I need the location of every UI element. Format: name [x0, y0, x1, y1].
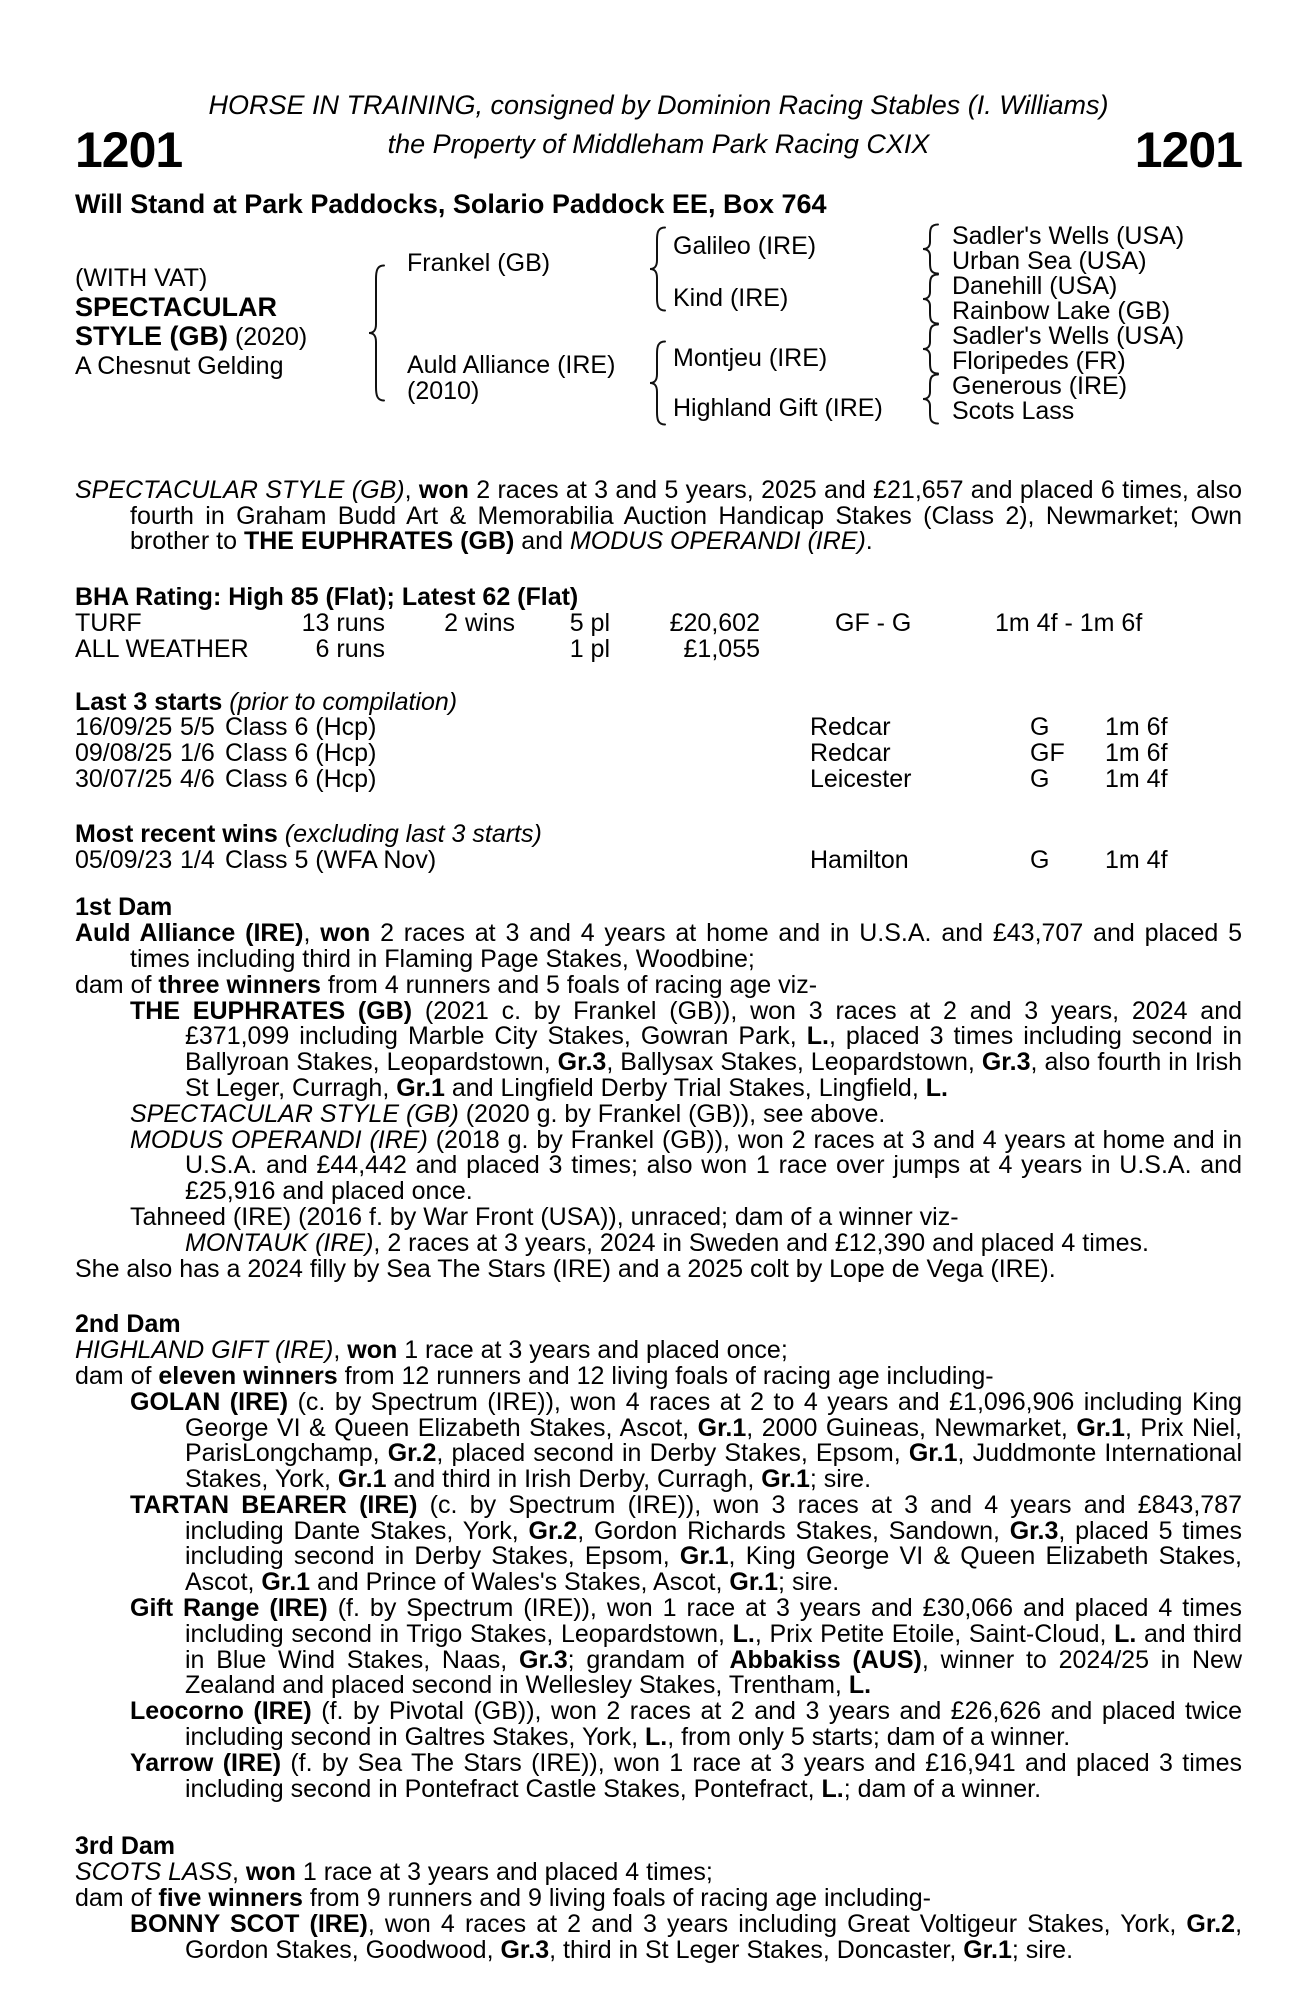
pedigree-brace-dam	[647, 340, 669, 426]
wins-value	[385, 637, 515, 663]
race-class: Class 6 (Hcp)	[225, 713, 377, 742]
surface-label: ALL WEATHER	[75, 634, 249, 663]
granddam-2: Highland Gift (IRE)	[673, 393, 883, 422]
progeny-paragraph: Yarrow (IRE) (f. by Sea The Stars (IRE)), won 1 race at 3 years and £16,941 and placed 3 times including second in Pontefract Castle Stakes, Pontefract, L.; dam of a winner.	[130, 1748, 1242, 1803]
dam-paragraph: Auld Alliance (IRE), won 2 races at 3 and 4 years at home and in U.S.A. and £43,707 and placed 5 times including third in Flaming Page Stakes, Woodbine;	[75, 919, 1242, 973]
consignment-line: HORSE IN TRAINING, consigned by Dominion Racing Stables (I. Williams)	[208, 90, 1109, 120]
race-date: 05/09/23	[75, 845, 173, 874]
progeny-paragraph: MODUS OPERANDI (IRE) (2018 g. by Frankel (GB)), won 2 races at 3 and 4 years at home and in U.S.A. and £44,442 and placed 3 times; also won 1 race over jumps at 4 years in U.S.A. and £25,916 and placed once.	[130, 1125, 1242, 1206]
race-distance: 1m 6f	[1105, 713, 1168, 742]
lot-header	[75, 124, 1242, 176]
course-name: Redcar	[810, 739, 891, 768]
earnings-value: £1,055	[683, 634, 760, 663]
bha-row-all-weather	[75, 634, 1242, 663]
pedigree-brace-sire	[647, 226, 669, 312]
dam-section-title: 3rd Dam	[75, 1832, 176, 1861]
race-distance: 1m 4f	[1105, 764, 1168, 793]
dam-paragraph: SCOTS LASS, won 1 race at 3 years and placed 4 times;	[75, 1858, 713, 1887]
course-name: Hamilton	[810, 845, 909, 874]
dam-paragraph: HIGHLAND GIFT (IRE), won 1 race at 3 years and placed once;	[75, 1336, 788, 1365]
going-code: GF	[1030, 739, 1065, 768]
progeny-paragraph: Leocorno (IRE) (f. by Pivotal (GB)), won 2 races at 2 and 3 years and £26,626 and placed twice including second in Galtres Stakes, York, L., from only 5 starts; dam of a winner.	[130, 1697, 1242, 1752]
first-dam-section	[75, 895, 1242, 1282]
great-grandparent-3: Danehill (USA)	[952, 271, 1118, 300]
race-date: 30/07/25	[75, 764, 173, 793]
great-grandparent-4: Rainbow Lake (GB)	[952, 296, 1171, 325]
horse-identity	[75, 264, 307, 381]
finish-position: 1/4	[180, 845, 215, 874]
progeny-paragraph: SPECTACULAR STYLE (GB) (2020 g. by Frankel (GB)), see above.	[130, 1099, 886, 1128]
runs-value: 6 runs	[315, 634, 385, 663]
race-class: Class 5 (WFA Nov)	[225, 845, 437, 874]
progeny-paragraph: Tahneed (IRE) (2016 f. by War Front (USA)), unraced; dam of a winner viz-	[130, 1202, 959, 1231]
horse-name-line1: SPECTACULAR	[75, 291, 277, 322]
progeny-paragraph: TARTAN BEARER (IRE) (c. by Spectrum (IRE)), won 3 races at 3 and 4 years and £843,787 including Dante Stakes, York, Gr.2, Gordon Richards Stakes, Sandown, Gr.3, placed 5 times including second in Derby Stakes, Epsom, Gr.1, King George VI & Queen Elizabeth Stakes, Ascot, Gr.1 and Prince of Wales's Stakes, Ascot, Gr.1; sire.	[130, 1490, 1242, 1597]
going-range	[760, 637, 980, 663]
pedigree-brace-g1	[920, 223, 942, 275]
progeny-paragraph: THE EUPHRATES (GB) (2021 c. by Frankel (GB)), won 3 races at 2 and 3 years, 2024 and £371,099 including Marble City Stakes, Gowran Park, L., placed 3 times including second in Ballyroan Stakes, Leopardstown, Gr.3, Ballysax Stakes, Leopardstown, Gr.3, also fourth in Irish St Leger, Curragh, Gr.1 and Lingfield Derby Trial Stakes, Lingfield, L.	[130, 996, 1242, 1102]
surface-label: TURF	[75, 608, 142, 637]
dam-paragraph: dam of eleven winners from 12 runners and 12 living foals of racing age including-	[75, 1361, 994, 1390]
recent-wins-heading: Most recent wins (excluding last 3 starts)	[75, 819, 542, 848]
grandsire-1: Galileo (IRE)	[673, 231, 817, 260]
course-name: Leicester	[810, 764, 912, 793]
start-row	[75, 741, 1242, 767]
great-grandparent-6: Floripedes (FR)	[952, 346, 1126, 375]
stand-location: Will Stand at Park Paddocks, Solario Paddock EE, Box 764	[75, 189, 827, 219]
pedigree-brace-main	[366, 264, 388, 402]
second-dam-section	[75, 1312, 1242, 1802]
bha-row-turf	[75, 608, 1242, 637]
great-grandparent-7: Generous (IRE)	[952, 371, 1128, 400]
pedigree-table	[75, 221, 1242, 436]
horse-description: A Chesnut Gelding	[75, 351, 284, 380]
start-row	[75, 764, 1242, 793]
third-dam-section	[75, 1834, 1242, 1963]
lot-number-right: 1201	[1134, 122, 1242, 178]
lot-number-left: 1201	[75, 122, 183, 178]
going-code: G	[1030, 713, 1050, 742]
pedigree-brace-g4	[920, 373, 942, 425]
dam-section-title: 2nd Dam	[75, 1310, 181, 1339]
grandsire-2: Montjeu (IRE)	[673, 343, 828, 372]
property-line: the Property of Middleham Park Racing CXIX	[387, 129, 930, 159]
vat-note: (WITH VAT)	[75, 263, 208, 292]
distance-range: 1m 4f - 1m 6f	[995, 608, 1143, 637]
win-row	[75, 845, 1242, 874]
race-class: Class 6 (Hcp)	[225, 739, 377, 768]
granddam-1: Kind (IRE)	[673, 283, 789, 312]
finish-position: 5/5	[180, 713, 215, 742]
bha-rating-section	[75, 585, 1242, 662]
race-date: 09/08/25	[75, 739, 173, 768]
dam-paragraph: She also has a 2024 filly by Sea The Stars (IRE) and a 2025 colt by Lope de Vega (IRE).	[75, 1254, 1056, 1283]
dam-paragraph: dam of five winners from 9 runners and 9 living foals of racing age including-	[75, 1884, 931, 1913]
great-grandparent-1: Sadler's Wells (USA)	[952, 221, 1185, 250]
pedigree-brace-g3	[920, 323, 942, 375]
wins-value: 2 wins	[444, 608, 515, 637]
great-grandparent-8: Scots Lass	[952, 396, 1075, 425]
going-code: G	[1030, 764, 1050, 793]
dam-name: Auld Alliance (IRE) (2010)	[407, 350, 616, 405]
horse-name-line2: STYLE (GB) (2020)	[75, 320, 308, 351]
last-starts-heading: Last 3 starts (prior to compilation)	[75, 687, 458, 716]
going-code: G	[1030, 845, 1050, 874]
recent-wins-section	[75, 819, 1242, 874]
dam-paragraph: dam of three winners from 4 runners and 5 foals of racing age viz-	[75, 970, 818, 999]
progeny-paragraph: Gift Range (IRE) (f. by Spectrum (IRE)), won 1 race at 3 years and £30,066 and placed 4 times including second in Trigo Stakes, Leopardstown, L., Prix Petite Etoile, Saint-Cloud, L. and third in Blue Wind Stakes, Naas, Gr.3; grandam of Abbakiss (AUS), winner to 2024/25 in New Zealand and placed second in Wellesley Stakes, Trentham, L.	[130, 1594, 1242, 1700]
race-date: 16/09/25	[75, 713, 173, 742]
start-row	[75, 715, 1242, 741]
progeny-paragraph: GOLAN (IRE) (c. by Spectrum (IRE)), won 4 races at 2 to 4 years and £1,096,906 including King George VI & Queen Elizabeth Stakes, Ascot, Gr.1, 2000 Guineas, Newmarket, Gr.1, Prix Niel, ParisLongchamp, Gr.2, placed second in Derby Stakes, Epsom, Gr.1, Juddmonte International Stakes, York, Gr.1 and third in Irish Derby, Curragh, Gr.1; sire.	[130, 1387, 1242, 1494]
distance-range	[980, 637, 995, 663]
pedigree-brace-g2	[920, 273, 942, 325]
great-grandparent-2: Urban Sea (USA)	[952, 246, 1147, 275]
finish-position: 4/6	[180, 764, 215, 793]
placed-value: 5 pl	[569, 608, 610, 637]
race-distance: 1m 4f	[1105, 845, 1168, 874]
dam-section-title: 1st Dam	[75, 893, 173, 922]
progeny-paragraph: MONTAUK (IRE), 2 races at 3 years, 2024 in Sweden and £12,390 and placed 4 times.	[185, 1228, 1149, 1257]
earnings-value: £20,602	[669, 608, 760, 637]
finish-position: 1/6	[180, 739, 215, 768]
race-class: Class 6 (Hcp)	[225, 764, 377, 793]
last-starts-section	[75, 687, 1242, 793]
runs-value: 13 runs	[301, 608, 385, 637]
great-grandparent-5: Sadler's Wells (USA)	[952, 321, 1185, 350]
going-range: GF - G	[835, 608, 912, 637]
bha-rating-heading: BHA Rating: High 85 (Flat); Latest 62 (Flat)	[75, 583, 579, 612]
placed-value: 1 pl	[569, 634, 610, 663]
race-distance: 1m 6f	[1105, 739, 1168, 768]
progeny-paragraph: BONNY SCOT (IRE), won 4 races at 2 and 3 years including Great Voltigeur Stakes, York, Gr.2, Gordon Stakes, Goodwood, Gr.3, third in St Leger Stakes, Doncaster, Gr.1; sire.	[130, 1909, 1243, 1964]
course-name: Redcar	[810, 713, 891, 742]
race-record-paragraph: SPECTACULAR STYLE (GB), won 2 races at 3 and 5 years, 2025 and £21,657 and placed 6 times, also fourth in Graham Budd Art & Memorabilia Auction Handicap Stakes (Class 2), Newmarket; Own brother to THE EUPHRATES (GB) and MODUS OPERANDI (IRE).	[75, 475, 1242, 556]
sire-name: Frankel (GB)	[407, 248, 551, 277]
